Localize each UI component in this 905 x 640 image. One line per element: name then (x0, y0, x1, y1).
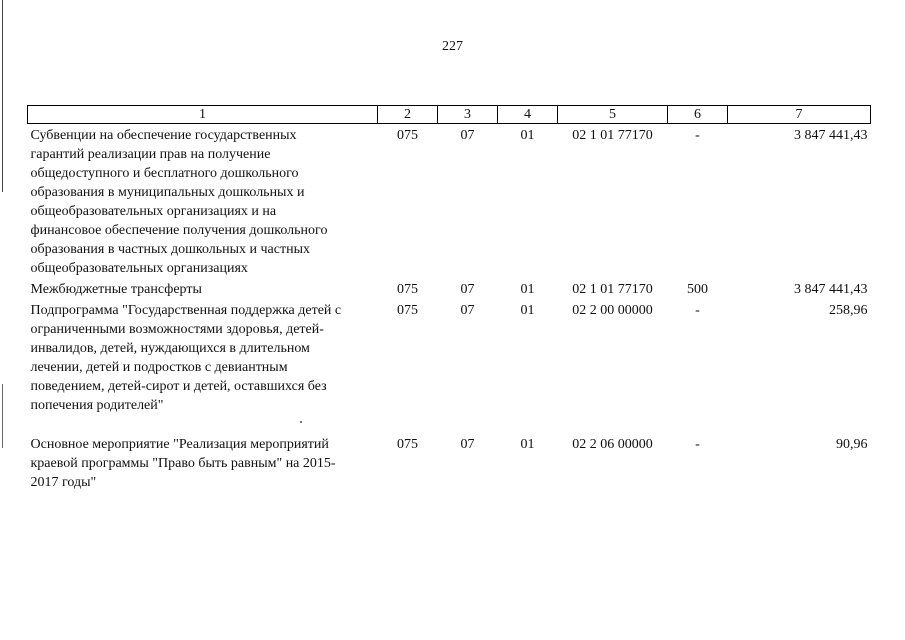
row-name-line: инвалидов, детей, нуждающихся в длительном (30, 341, 310, 356)
column-number-row (28, 106, 871, 124)
section-code-cell: 07 (460, 303, 475, 318)
row-name-line: финансовое обеспечение получения дошкольного (30, 223, 328, 238)
admin-code-cell: 075 (397, 303, 418, 318)
subsection-code-cell: 01 (520, 282, 535, 297)
row-name-line: Субвенции на обеспечение государственных (30, 128, 297, 143)
target-article-cell: 02 2 06 00000 (572, 437, 653, 452)
page-number: 227 (442, 39, 463, 54)
column-header-3: 3 (438, 106, 498, 124)
row-name-line: Основное мероприятие "Реализация мероприятий (30, 437, 329, 452)
row-name-line: гарантий реализации прав на получение (30, 147, 271, 162)
row-name-line: лечении, детей и подростков с девиантным (30, 360, 288, 375)
row-name-line: общеобразовательных организациях и на (30, 204, 277, 219)
scan-speck (300, 421, 302, 423)
row-name-line: Межбюджетные трансферты (30, 282, 202, 297)
column-header-6: 6 (668, 106, 728, 124)
subsection-code-cell: 01 (520, 128, 535, 143)
section-code-cell: 07 (460, 128, 475, 143)
table-row (28, 278, 871, 299)
target-article-cell: 02 1 01 77170 (572, 282, 653, 297)
scan-edge-mark (2, 0, 3, 640)
column-header-1: 1 (28, 106, 378, 124)
target-article-cell: 02 2 00 00000 (572, 303, 653, 318)
row-name-line: ограниченными возможностями здоровья, детей- (30, 322, 324, 337)
table-row (28, 433, 871, 495)
row-name-cell (28, 124, 378, 279)
target-article-cell: 02 1 01 77170 (572, 128, 653, 143)
row-name-line: попечения родителей" (30, 398, 164, 413)
row-name-line: образования в частных дошкольных и частных (30, 242, 311, 257)
amount-cell: 3 847 441,43 (794, 128, 868, 143)
column-header-7: 7 (728, 106, 871, 124)
admin-code-cell: 075 (397, 282, 418, 297)
amount-cell: 3 847 441,43 (794, 282, 868, 297)
expense-type-cell: - (695, 437, 700, 452)
subsection-code-cell: 01 (520, 303, 535, 318)
amount-cell: 258,96 (829, 303, 868, 318)
column-header-5: 5 (558, 106, 668, 124)
column-header-2: 2 (378, 106, 438, 124)
row-name-line: поведением, детей-сирот и детей, оставшихся без (30, 379, 327, 394)
amount-cell: 90,96 (836, 437, 868, 452)
expense-type-cell: 500 (687, 282, 708, 297)
row-name-cell (28, 278, 378, 299)
section-code-cell: 07 (460, 437, 475, 452)
row-name-cell (28, 433, 378, 495)
row-name-line: 2017 годы" (30, 475, 97, 490)
admin-code-cell: 075 (397, 437, 418, 452)
table-row (28, 124, 871, 279)
row-name-line: образования в муниципальных дошкольных и (30, 185, 305, 200)
expense-type-cell: - (695, 128, 700, 143)
row-name-cell (28, 299, 378, 433)
budget-table (27, 105, 871, 495)
column-header-4: 4 (498, 106, 558, 124)
expense-type-cell: - (695, 303, 700, 318)
table-row (28, 299, 871, 433)
row-name-line: общеобразовательных организациях (30, 261, 248, 276)
row-name-line: краевой программы "Право быть равным" на 2015- (30, 456, 336, 471)
admin-code-cell: 075 (397, 128, 418, 143)
row-name-line: общедоступного и бесплатного дошкольного (30, 166, 299, 181)
section-code-cell: 07 (460, 282, 475, 297)
subsection-code-cell: 01 (520, 437, 535, 452)
row-name-line: Подпрограмма "Государственная поддержка детей с (30, 303, 342, 318)
